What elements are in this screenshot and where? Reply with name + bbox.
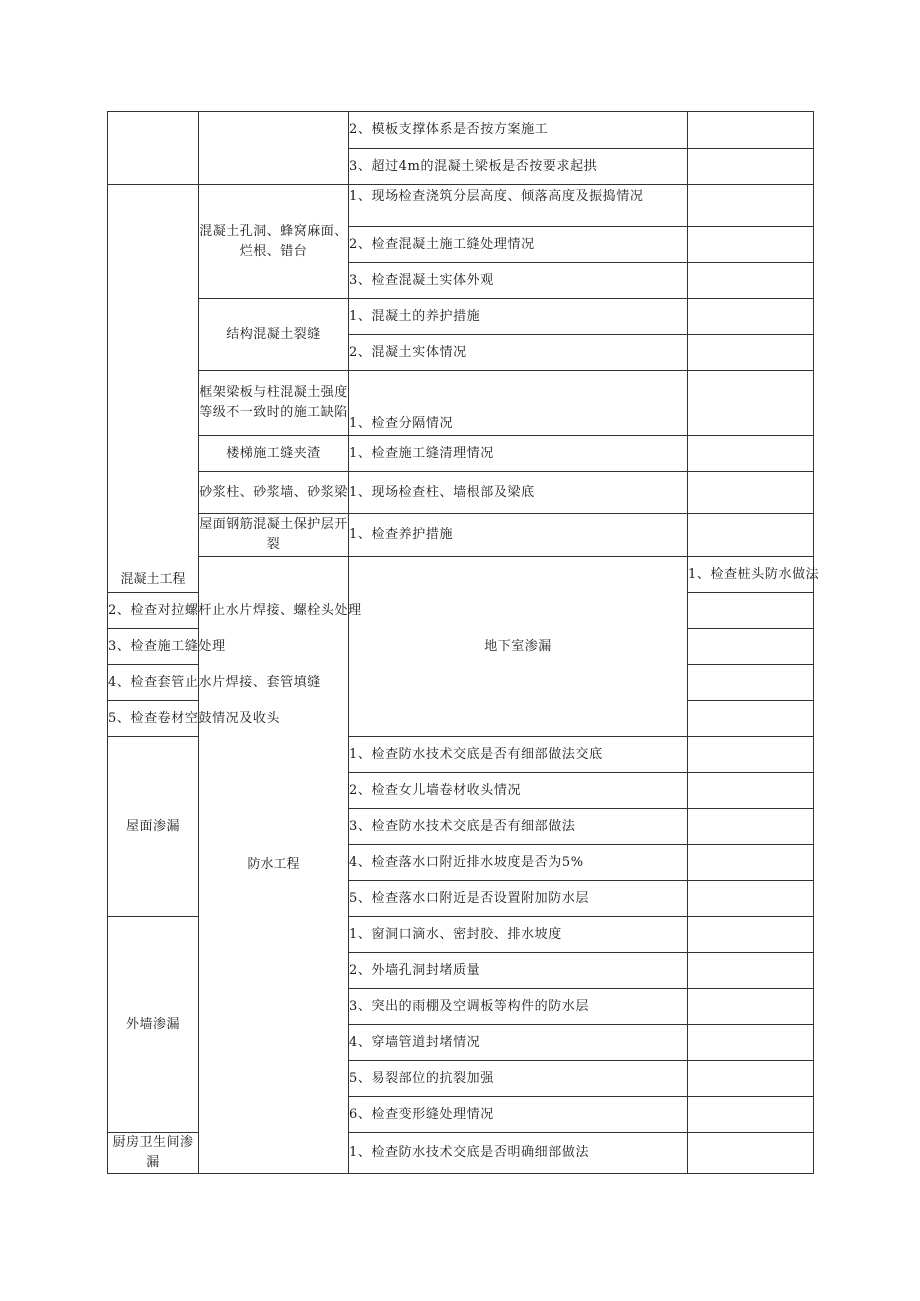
issue-structural-cracks: 结构混凝土裂缝 — [199, 299, 349, 371]
table-row — [108, 185, 814, 227]
result-cell[interactable] — [688, 773, 814, 809]
inspection-table — [107, 111, 820, 1174]
result-cell[interactable] — [688, 371, 814, 436]
result-cell[interactable] — [688, 149, 814, 185]
check-item: 4、检查套管止水片焊接、套管填缝 — [108, 665, 199, 701]
check-item: 1、检查桩头防水做法 — [688, 557, 814, 593]
result-cell[interactable] — [688, 845, 814, 881]
result-cell[interactable] — [688, 185, 814, 227]
result-cell[interactable] — [688, 989, 814, 1025]
check-item: 1、窗洞口滴水、密封胶、排水坡度 — [349, 917, 688, 953]
issue-exterior-wall-leak: 外墙渗漏 — [108, 917, 199, 1133]
result-cell[interactable] — [688, 263, 814, 299]
result-cell[interactable] — [688, 227, 814, 263]
issue-basement-leak: 地下室渗漏 — [349, 557, 688, 737]
check-item: 3、超过4m的混凝土梁板是否按要求起拱 — [349, 149, 688, 185]
issue-roof-cover-cracking: 屋面钢筋混凝土保护层开裂 — [199, 514, 349, 557]
check-item: 3、突出的雨棚及空调板等构件的防水层 — [349, 989, 688, 1025]
table-row — [108, 112, 814, 149]
result-cell[interactable] — [688, 1097, 814, 1133]
result-cell[interactable] — [688, 299, 814, 335]
check-item: 2、模板支撑体系是否按方案施工 — [349, 112, 688, 149]
issue-strength-grade-defect: 框架梁板与柱混凝土强度等级不一致时的施工缺陷 — [199, 371, 349, 436]
issue-cell-empty — [199, 112, 349, 185]
check-item: 1、检查防水技术交底是否有细部做法交底 — [349, 737, 688, 773]
check-item: 3、检查混凝土实体外观 — [349, 263, 688, 299]
check-item: 3、检查施工缝处理 — [108, 629, 199, 665]
check-item: 2、外墙孔洞封堵质量 — [349, 953, 688, 989]
category-cell-empty — [108, 112, 199, 185]
result-cell[interactable] — [688, 1061, 814, 1097]
result-cell[interactable] — [688, 917, 814, 953]
result-cell[interactable] — [688, 593, 814, 629]
table-row — [108, 299, 814, 335]
category-waterproof: 防水工程 — [199, 557, 349, 1174]
result-cell[interactable] — [688, 1025, 814, 1061]
result-cell[interactable] — [688, 112, 814, 149]
table-row — [108, 436, 814, 472]
check-item: 1、现场检查柱、墙根部及梁底 — [349, 472, 688, 514]
check-item: 1、混凝土的养护措施 — [349, 299, 688, 335]
result-cell[interactable] — [688, 472, 814, 514]
check-item: 4、穿墙管道封堵情况 — [349, 1025, 688, 1061]
result-cell[interactable] — [688, 1133, 814, 1174]
result-cell[interactable] — [688, 953, 814, 989]
issue-kitchen-bathroom-leak: 厨房卫生间渗漏 — [108, 1133, 199, 1174]
check-item: 1、检查防水技术交底是否明确细部做法 — [349, 1133, 688, 1174]
issue-concrete-honeycomb: 混凝土孔洞、蜂窝麻面、烂根、错台 — [199, 185, 349, 299]
issue-stair-joint-slag: 楼梯施工缝夹渣 — [199, 436, 349, 472]
table-row — [108, 557, 814, 593]
table-row — [108, 371, 814, 436]
category-concrete: 混凝土工程 — [108, 185, 199, 593]
check-item: 3、检查防水技术交底是否有细部做法 — [349, 809, 688, 845]
result-cell[interactable] — [688, 436, 814, 472]
check-item: 1、现场检查浇筑分层高度、倾落高度及振捣情况 — [349, 185, 688, 227]
result-cell[interactable] — [688, 809, 814, 845]
table-row — [108, 514, 814, 557]
check-item: 2、检查混凝土施工缝处理情况 — [349, 227, 688, 263]
check-item: 5、易裂部位的抗裂加强 — [349, 1061, 688, 1097]
result-cell[interactable] — [688, 665, 814, 701]
result-cell[interactable] — [688, 737, 814, 773]
check-item: 2、检查女儿墙卷材收头情况 — [349, 773, 688, 809]
issue-roof-leak: 屋面渗漏 — [108, 737, 199, 917]
check-item: 4、检查落水口附近排水坡度是否为5% — [349, 845, 688, 881]
check-item: 2、混凝土实体情况 — [349, 335, 688, 371]
check-item: 5、检查落水口附近是否设置附加防水层 — [349, 881, 688, 917]
check-item: 1、检查养护措施 — [349, 514, 688, 557]
result-cell[interactable] — [688, 335, 814, 371]
check-item: 1、检查分隔情况 — [349, 371, 688, 436]
table-row — [108, 472, 814, 514]
check-item: 1、检查施工缝清理情况 — [349, 436, 688, 472]
result-cell[interactable] — [688, 701, 814, 737]
issue-mortar-columns: 砂浆柱、砂浆墙、砂浆梁 — [199, 472, 349, 514]
result-cell[interactable] — [688, 629, 814, 665]
check-item: 6、检查变形缝处理情况 — [349, 1097, 688, 1133]
result-cell[interactable] — [688, 881, 814, 917]
result-cell[interactable] — [688, 514, 814, 557]
check-item: 2、检查对拉螺杆止水片焊接、螺栓头处理 — [108, 593, 199, 629]
check-item: 5、检查卷材空鼓情况及收头 — [108, 701, 199, 737]
